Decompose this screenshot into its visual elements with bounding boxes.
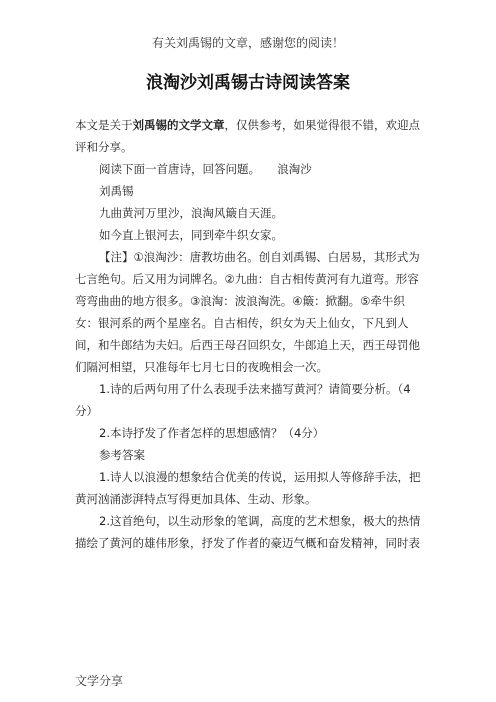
page-header: 有关刘禹锡的文章，感谢您的阅读！ bbox=[151, 36, 344, 50]
poem-author: 刘禹锡 bbox=[99, 184, 134, 198]
document-title: 浪淘沙刘禹锡古诗阅读答案 bbox=[146, 73, 350, 93]
document-body bbox=[75, 114, 427, 554]
answer-2: 2.这首绝句，以生动形象的笔调，高度的艺术想象，极大的热情描绘了黄河的雄伟形象，抒发了作者的豪迈气概和奋发精神，同时表 bbox=[75, 514, 421, 550]
answer-1: 1.诗人以浪漫的想象结合优美的传说，运用拟人等修辞手法，把黄河汹涌澎湃特点写得更加具体、生动、形象。 bbox=[75, 470, 421, 506]
intro-pre: 本文是关于 bbox=[75, 118, 133, 132]
page-footer: 文学分享 bbox=[75, 674, 124, 688]
answer-heading: 参考答案 bbox=[99, 448, 145, 462]
intro-bold: 刘禹锡的文学文章 bbox=[132, 118, 225, 132]
read-prompt: 阅读下面一首唐诗，回答问题。 浪淘沙 bbox=[99, 162, 312, 176]
annotation-note: 【注】①浪淘沙：唐教坊曲名。创自刘禹锡、白居易，其形式为七言绝句。后又用为词牌名。②九曲：自古相传黄河有九道弯。形容弯弯曲曲的地方很多。③浪淘：波浪淘洗。④簸：掀翻。⑤牵牛织女：银河系的两个星座名。自古相传，织女为天上仙女，下凡到人间，和牛郎结为夫妇。后西王母召回织女，牛郎追上天，西王母罚他们隔河相望，只准每年七月七日的夜晚相会一次。 bbox=[75, 250, 420, 374]
question-1: 1.诗的后两句用了什么表现手法来描写黄河？请简要分析。（4分） bbox=[75, 382, 411, 418]
poem-line-2: 如今直上银河去，同到牵牛织女家。 bbox=[99, 228, 283, 242]
intro-post: ，仅供参考，如果觉得很不错，欢迎点评和分享。 bbox=[75, 118, 420, 154]
intro-paragraph bbox=[75, 114, 427, 158]
question-2: 2.本诗抒发了作者怎样的思想感情？（4分） bbox=[99, 426, 325, 440]
poem-line-1: 九曲黄河万里沙，浪淘风簸自天涯。 bbox=[99, 206, 283, 220]
